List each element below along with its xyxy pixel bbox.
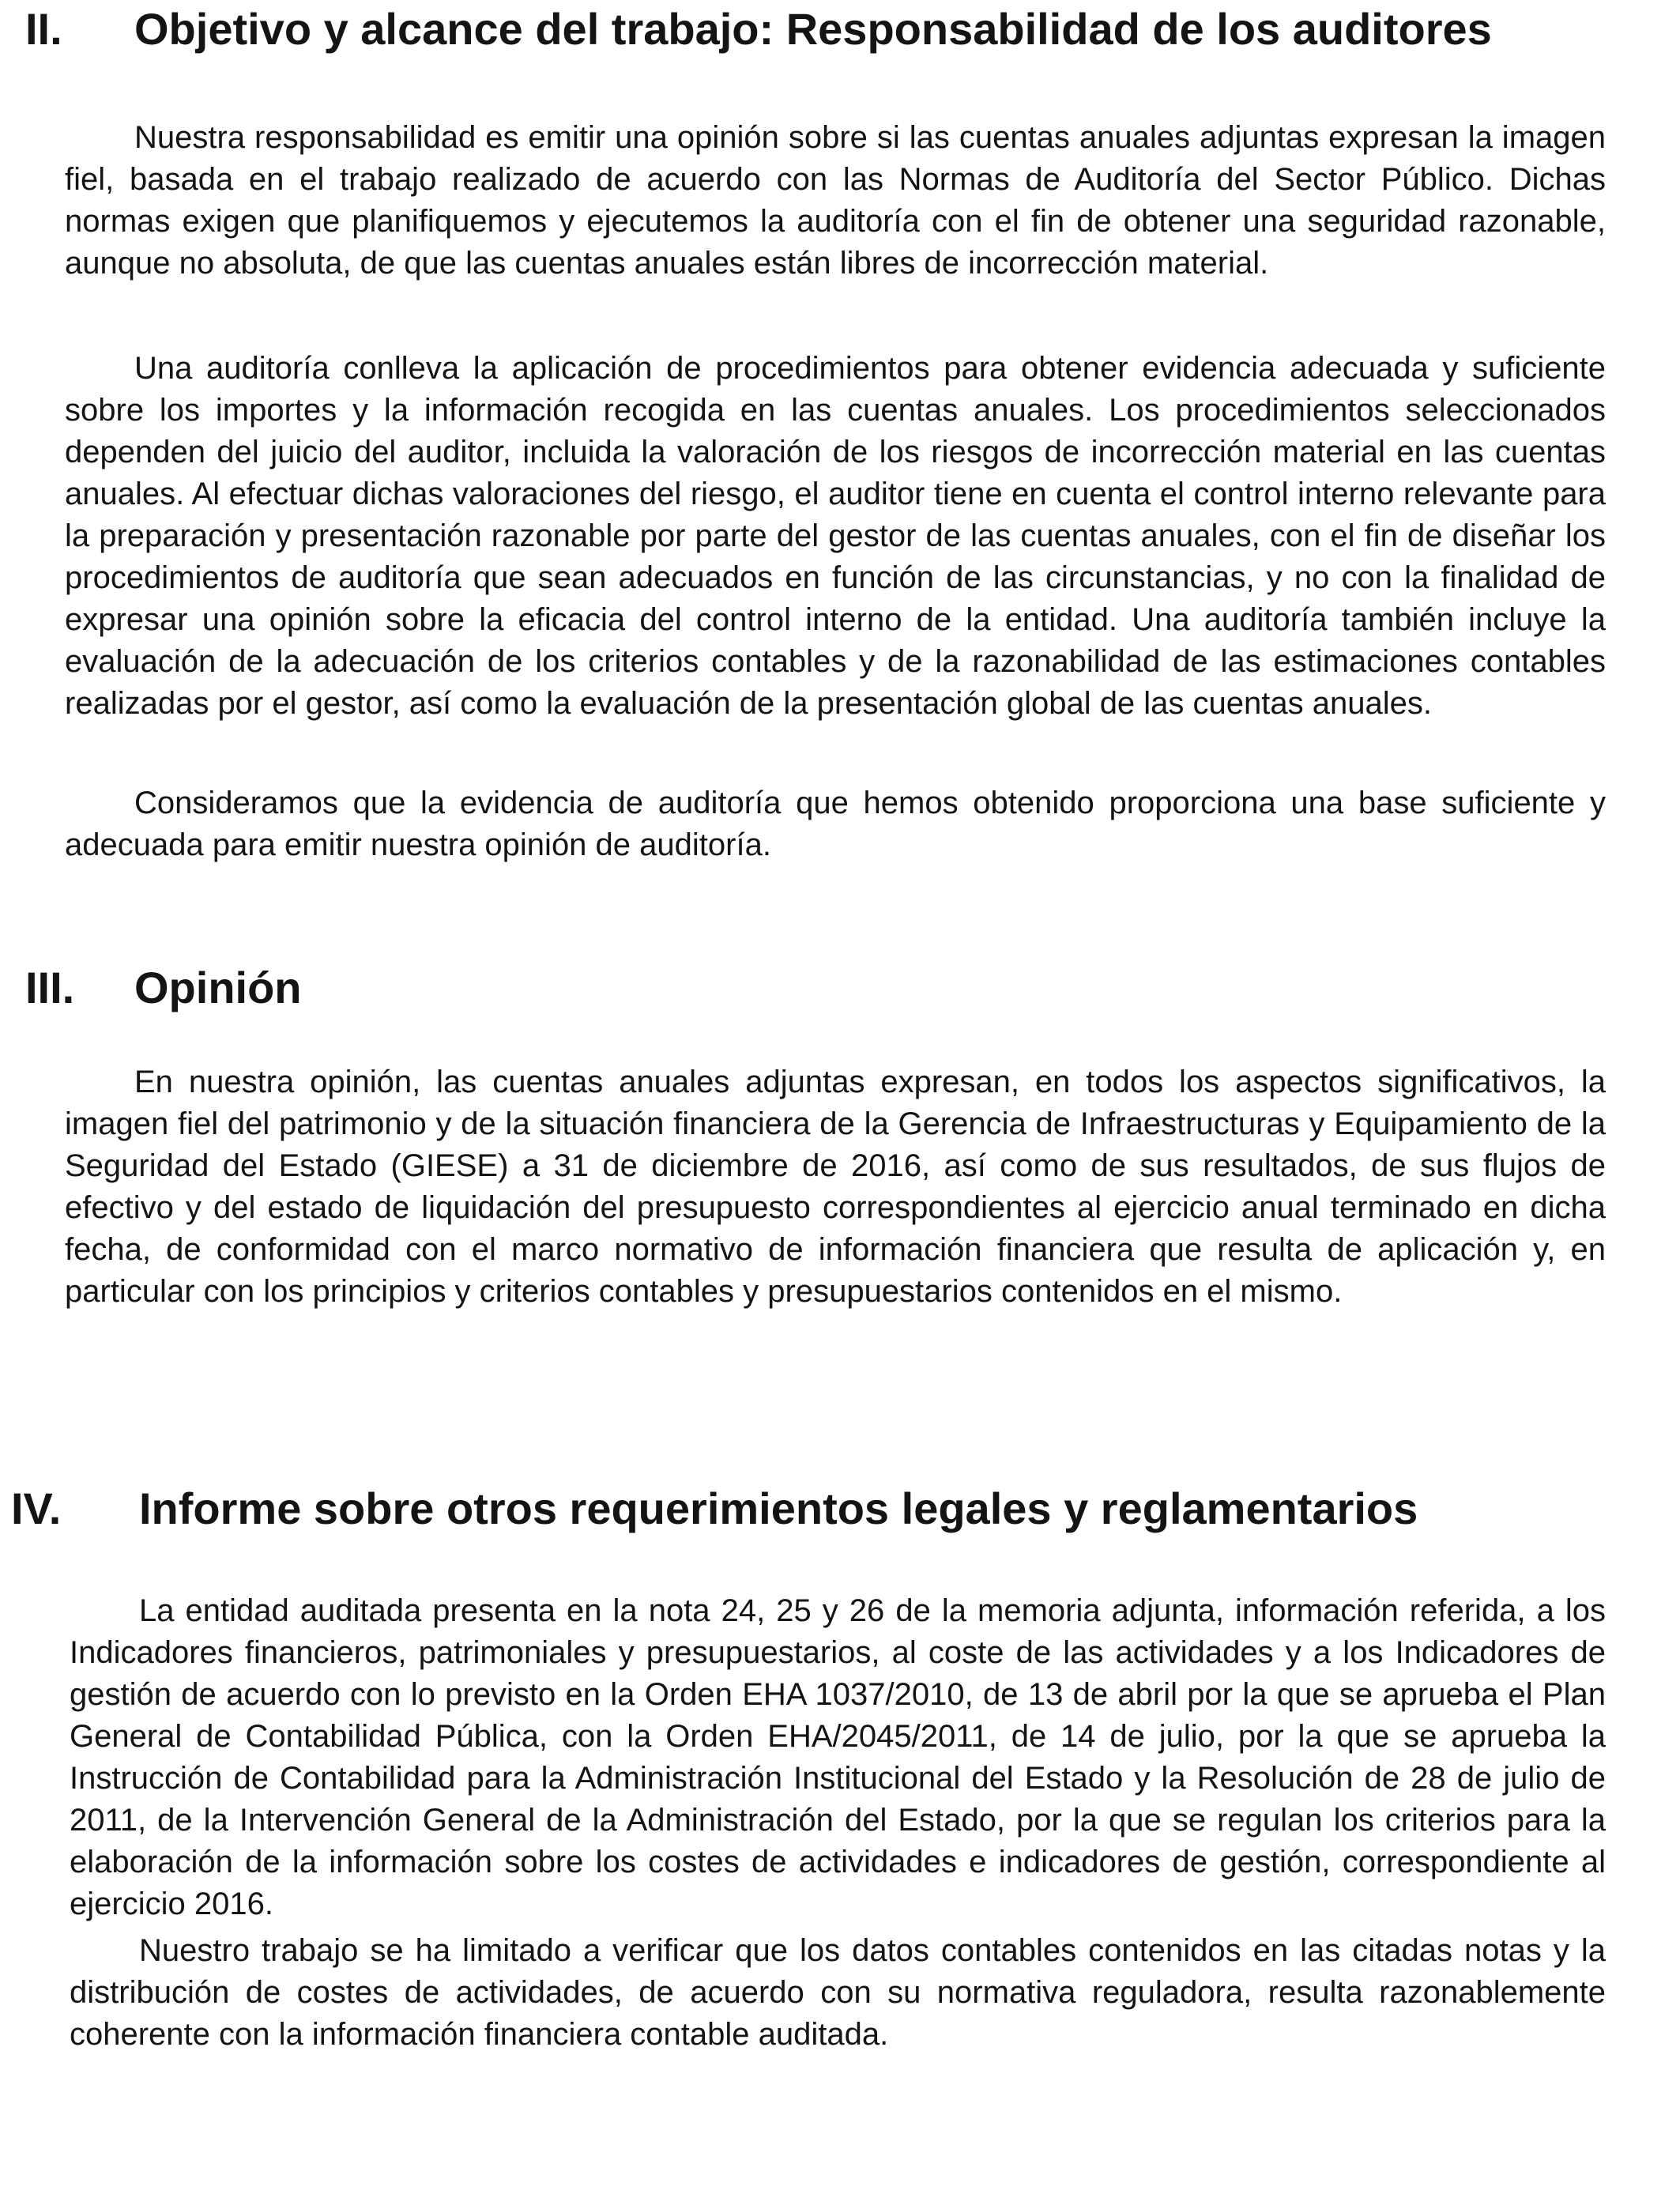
paragraph: Nuestra responsabilidad es emitir una opinión sobre si las cuentas anuales adjuntas expresan la imagen fiel, basada en el trabajo realizado de acuerdo con las Normas de Auditoría del Sector Público. Dichas normas exigen que planifiquemos y ejecutemos la auditoría con el fin de obtener una seguridad razonable, aunque no absoluta, de que las cuentas anuales están libres de incorrección material. — [65, 120, 1606, 281]
section-title: Opinión — [134, 963, 302, 1012]
section-heading — [25, 959, 1606, 1017]
section-title: Informe sobre otros requerimientos legales y reglamentarios — [139, 1483, 1418, 1533]
paragraph: Consideramos que la evidencia de auditoría que hemos obtenido proporciona una base suficiente y adecuada para emitir nuestra opinión de auditoría. — [65, 786, 1606, 862]
section-number: II. — [25, 4, 62, 54]
paragraph: En nuestra opinión, las cuentas anuales adjuntas expresan, en todos los aspectos significativos, la imagen fiel del patrimonio y de la situación financiera de la Gerencia de Infraestructuras y Equipamiento de la Seguridad del Estado (GIESE) a 31 de diciembre de 2016, así como de sus resultados, de sus flujos de efectivo y del estado de liquidación del presupuesto correspondientes al ejercicio anual terminado en dicha fecha, de conformidad con el marco normativo de información financiera que resulta de aplicación y, en particular con los principios y criterios contables y presupuestarios contenidos en el mismo. — [65, 1065, 1606, 1309]
paragraph: Una auditoría conlleva la aplicación de procedimientos para obtener evidencia adecuada y suficiente sobre los importes y la información recogida en las cuentas anuales. Los procedimientos seleccionados dependen del juicio del auditor, incluida la valoración de los riesgos de incorrección material en las cuentas anuales. Al efectuar dichas valoraciones del riesgo, el auditor tiene en cuenta el control interno relevante para la preparación y presentación razonable por parte del gestor de las cuentas anuales, con el fin de diseñar los procedimientos de auditoría que sean adecuados en función de las circunstancias, y no con la finalidad de expresar una opinión sobre la eficacia del control interno de la entidad. Una auditoría también incluye la evaluación de la adecuación de los criterios contables y de la razonabilidad de las estimaciones contables realizadas por el gestor, así como la evaluación de la presentación global de las cuentas anuales. — [65, 351, 1606, 721]
section-objetivo-alcance — [25, 0, 1606, 862]
section-otros-requerimientos — [11, 1480, 1606, 2052]
section-number: IV. — [11, 1483, 62, 1533]
section-number: III. — [25, 963, 75, 1012]
section-heading — [11, 1480, 1606, 1538]
section-opinion — [25, 959, 1606, 1309]
paragraph: Nuestro trabajo se ha limitado a verificar que los datos contables contenidos en las citadas notas y la distribución de costes de actividades, de acuerdo con su normativa reguladora, resulta razonablemente coherente con la información financiera contable auditada. — [70, 1933, 1606, 2052]
section-heading — [25, 0, 1606, 58]
paragraph: La entidad auditada presenta en la nota 24, 25 y 26 de la memoria adjunta, información referida, a los Indicadores financieros, patrimoniales y presupuestarios, al coste de las actividades y a los Indicadores de gestión de acuerdo con lo previsto en la Orden EHA 1037/2010, de 13 de abril por la que se aprueba el Plan General de Contabilidad Pública, con la Orden EHA/2045/2011, de 14 de julio, por la que se aprueba la Instrucción de Contabilidad para la Administración Institucional del Estado y la Resolución de 28 de julio de 2011, de la Intervención General de la Administración del Estado, por la que se regulan los criterios para la elaboración de la información sobre los costes de actividades e indicadores de gestión, correspondiente al ejercicio 2016. — [70, 1593, 1606, 1921]
section-title: Objetivo y alcance del trabajo: Responsabilidad de los auditores — [134, 4, 1492, 54]
